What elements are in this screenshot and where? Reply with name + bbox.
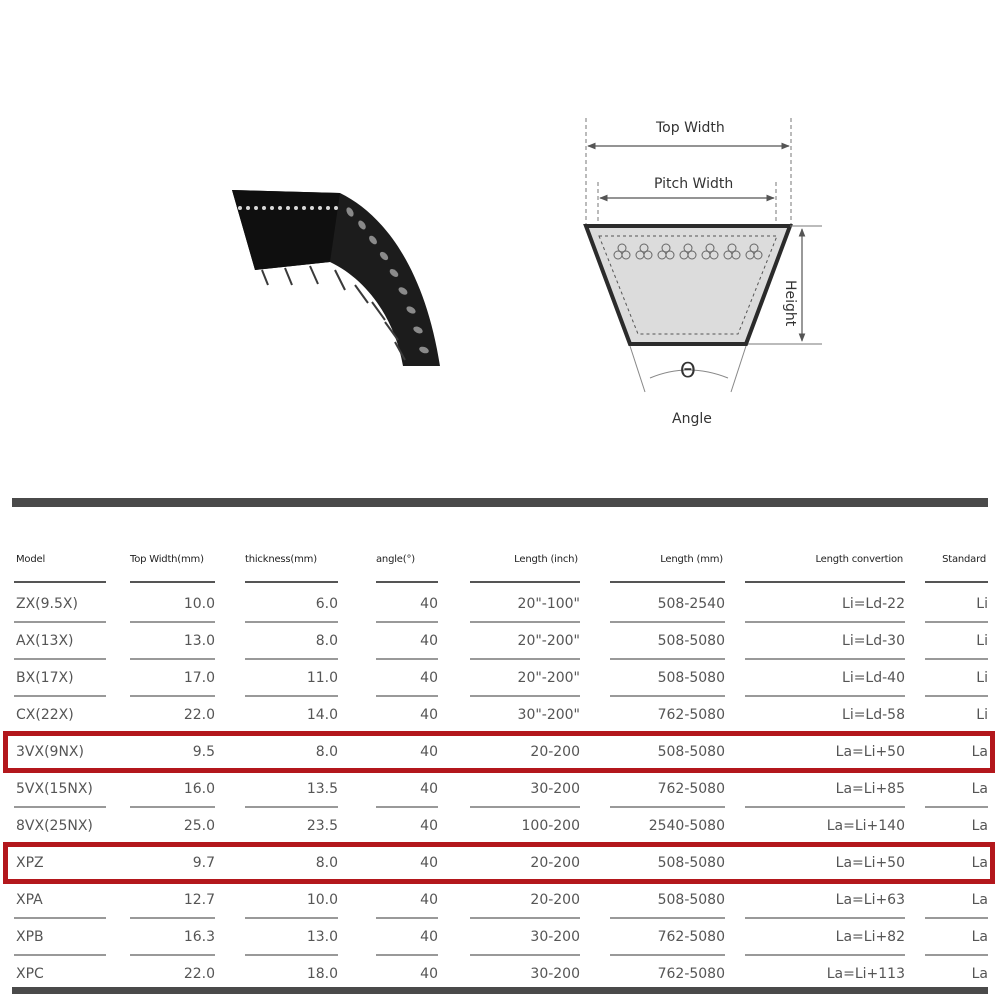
row-divider <box>376 806 438 808</box>
height-label: Height <box>782 280 798 327</box>
cell-length-mm: 508-5080 <box>657 633 725 649</box>
row-divider <box>610 695 725 697</box>
cell-model: 5VX(15NX) <box>16 781 93 797</box>
cell-length-inch: 20"-200" <box>517 633 580 649</box>
row-highlight <box>3 731 995 773</box>
cell-length-convertion: La=Li+50 <box>835 744 905 760</box>
cell-length-inch: 30-200 <box>530 781 580 797</box>
header-angle: angle(°) <box>376 554 415 565</box>
row-divider <box>245 621 338 623</box>
cell-model: 3VX(9NX) <box>16 744 84 760</box>
cell-length-convertion: La=Li+140 <box>826 818 905 834</box>
row-divider <box>130 954 215 956</box>
row-divider <box>376 954 438 956</box>
row-divider <box>245 695 338 697</box>
cell-standard: La <box>971 744 988 760</box>
header-standard: Standard <box>942 554 986 565</box>
header-underline <box>130 581 215 583</box>
cell-top-width: 16.0 <box>183 781 215 797</box>
row-divider <box>130 621 215 623</box>
cell-length-mm: 762-5080 <box>657 781 725 797</box>
row-divider <box>470 917 580 919</box>
cell-angle: 40 <box>420 744 438 760</box>
angle-label: Angle <box>672 411 712 427</box>
cell-thickness: 8.0 <box>315 633 338 649</box>
cell-model: 8VX(25NX) <box>16 818 93 834</box>
header-underline <box>14 581 106 583</box>
row-divider <box>245 806 338 808</box>
row-divider <box>610 658 725 660</box>
cell-top-width: 25.0 <box>183 818 215 834</box>
cell-standard: Li <box>976 596 988 612</box>
cell-top-width: 9.5 <box>192 744 215 760</box>
row-divider <box>14 621 106 623</box>
cell-angle: 40 <box>420 855 438 871</box>
row-divider <box>470 658 580 660</box>
cell-length-convertion: La=Li+113 <box>826 966 905 982</box>
row-divider <box>130 695 215 697</box>
cell-angle: 40 <box>420 707 438 723</box>
cell-length-inch: 20-200 <box>530 744 580 760</box>
header-length-inch: Length (inch) <box>514 554 578 565</box>
cell-angle: 40 <box>420 781 438 797</box>
header-underline <box>745 581 905 583</box>
row-divider <box>745 806 905 808</box>
row-divider <box>925 917 988 919</box>
cell-thickness: 11.0 <box>306 670 338 686</box>
header-length-mm: Length (mm) <box>660 554 723 565</box>
row-divider <box>470 954 580 956</box>
cell-length-convertion: La=Li+63 <box>835 892 905 908</box>
header-model: Model <box>16 554 46 565</box>
header-underline <box>925 581 988 583</box>
row-divider <box>610 806 725 808</box>
cell-thickness: 6.0 <box>315 596 338 612</box>
cross-section-diagram <box>586 118 822 392</box>
cell-length-convertion: La=Li+50 <box>835 855 905 871</box>
pitch-width-label: Pitch Width <box>654 176 734 192</box>
cell-length-mm: 762-5080 <box>657 707 725 723</box>
cell-angle: 40 <box>420 670 438 686</box>
cell-thickness: 8.0 <box>315 744 338 760</box>
cell-standard: Li <box>976 707 988 723</box>
cell-model: CX(22X) <box>16 707 74 723</box>
row-divider <box>925 954 988 956</box>
cell-length-inch: 30"-200" <box>517 707 580 723</box>
cell-angle: 40 <box>420 929 438 945</box>
cell-length-convertion: Li=Ld-30 <box>842 633 905 649</box>
v-belt-image <box>232 190 440 366</box>
cell-model: BX(17X) <box>16 670 74 686</box>
header-underline <box>610 581 725 583</box>
row-divider <box>376 695 438 697</box>
row-divider <box>610 917 725 919</box>
row-divider <box>130 806 215 808</box>
row-divider <box>745 621 905 623</box>
cell-model: AX(13X) <box>16 633 74 649</box>
cell-length-inch: 30-200 <box>530 929 580 945</box>
row-divider <box>376 658 438 660</box>
header-underline <box>376 581 438 583</box>
row-divider <box>14 658 106 660</box>
row-divider <box>14 917 106 919</box>
cell-angle: 40 <box>420 596 438 612</box>
cell-top-width: 22.0 <box>183 966 215 982</box>
cell-length-mm: 508-2540 <box>657 596 725 612</box>
cell-standard: La <box>971 966 988 982</box>
row-divider <box>130 917 215 919</box>
cell-angle: 40 <box>420 966 438 982</box>
table-top-bar <box>12 498 988 507</box>
cell-length-inch: 30-200 <box>530 966 580 982</box>
row-divider <box>470 695 580 697</box>
cell-thickness: 18.0 <box>306 966 338 982</box>
cell-angle: 40 <box>420 633 438 649</box>
cell-thickness: 13.0 <box>306 929 338 945</box>
cell-top-width: 16.3 <box>183 929 215 945</box>
cell-standard: La <box>971 818 988 834</box>
cell-thickness: 10.0 <box>306 892 338 908</box>
cell-model: XPC <box>16 966 44 982</box>
cell-length-convertion: La=Li+85 <box>835 781 905 797</box>
row-divider <box>925 621 988 623</box>
row-divider <box>14 695 106 697</box>
row-divider <box>470 806 580 808</box>
cell-length-convertion: Li=Ld-40 <box>842 670 905 686</box>
row-divider <box>925 658 988 660</box>
cell-top-width: 22.0 <box>183 707 215 723</box>
cell-standard: La <box>971 929 988 945</box>
cell-model: XPA <box>16 892 43 908</box>
cell-length-inch: 20-200 <box>530 892 580 908</box>
cell-angle: 40 <box>420 892 438 908</box>
cell-length-mm: 508-5080 <box>657 892 725 908</box>
row-divider <box>130 658 215 660</box>
row-divider <box>745 954 905 956</box>
cell-length-inch: 20"-100" <box>517 596 580 612</box>
cell-length-mm: 762-5080 <box>657 929 725 945</box>
cell-length-convertion: Li=Ld-22 <box>842 596 905 612</box>
cell-standard: La <box>971 781 988 797</box>
cell-model: XPB <box>16 929 44 945</box>
cell-thickness: 13.5 <box>306 781 338 797</box>
header-underline <box>245 581 338 583</box>
cell-top-width: 13.0 <box>183 633 215 649</box>
row-divider <box>610 954 725 956</box>
row-divider <box>470 621 580 623</box>
cell-top-width: 17.0 <box>183 670 215 686</box>
row-divider <box>376 621 438 623</box>
cell-model: ZX(9.5X) <box>16 596 78 612</box>
row-divider <box>376 917 438 919</box>
cell-length-inch: 100-200 <box>521 818 580 834</box>
cell-length-convertion: La=Li+82 <box>835 929 905 945</box>
angle-symbol: Θ <box>680 358 696 382</box>
cell-angle: 40 <box>420 818 438 834</box>
cell-top-width: 10.0 <box>183 596 215 612</box>
illustration-area <box>0 0 1000 480</box>
header-underline <box>470 581 580 583</box>
top-width-label: Top Width <box>656 120 725 136</box>
row-highlight <box>3 842 995 884</box>
cell-length-mm: 508-5080 <box>657 670 725 686</box>
row-divider <box>745 658 905 660</box>
cell-top-width: 12.7 <box>183 892 215 908</box>
row-divider <box>610 621 725 623</box>
table-bottom-bar <box>12 987 988 994</box>
row-divider <box>745 695 905 697</box>
header-top-width: Top Width(mm) <box>130 554 204 565</box>
cell-standard: La <box>971 892 988 908</box>
cell-thickness: 14.0 <box>306 707 338 723</box>
header-length-convertion: Length convertion <box>815 554 903 565</box>
cell-standard: La <box>971 855 988 871</box>
row-divider <box>925 695 988 697</box>
row-divider <box>245 954 338 956</box>
cell-model: XPZ <box>16 855 44 871</box>
cell-length-inch: 20-200 <box>530 855 580 871</box>
header-thickness: thickness(mm) <box>245 554 317 565</box>
cell-top-width: 9.7 <box>192 855 215 871</box>
cell-length-mm: 508-5080 <box>657 855 725 871</box>
cell-length-mm: 508-5080 <box>657 744 725 760</box>
cell-length-mm: 2540-5080 <box>648 818 725 834</box>
row-divider <box>245 658 338 660</box>
cell-length-inch: 20"-200" <box>517 670 580 686</box>
cell-thickness: 23.5 <box>306 818 338 834</box>
cell-length-convertion: Li=Ld-58 <box>842 707 905 723</box>
cell-standard: Li <box>976 670 988 686</box>
cell-length-mm: 762-5080 <box>657 966 725 982</box>
cell-thickness: 8.0 <box>315 855 338 871</box>
row-divider <box>745 917 905 919</box>
row-divider <box>245 917 338 919</box>
row-divider <box>14 806 106 808</box>
cell-standard: Li <box>976 633 988 649</box>
row-divider <box>14 954 106 956</box>
row-divider <box>925 806 988 808</box>
